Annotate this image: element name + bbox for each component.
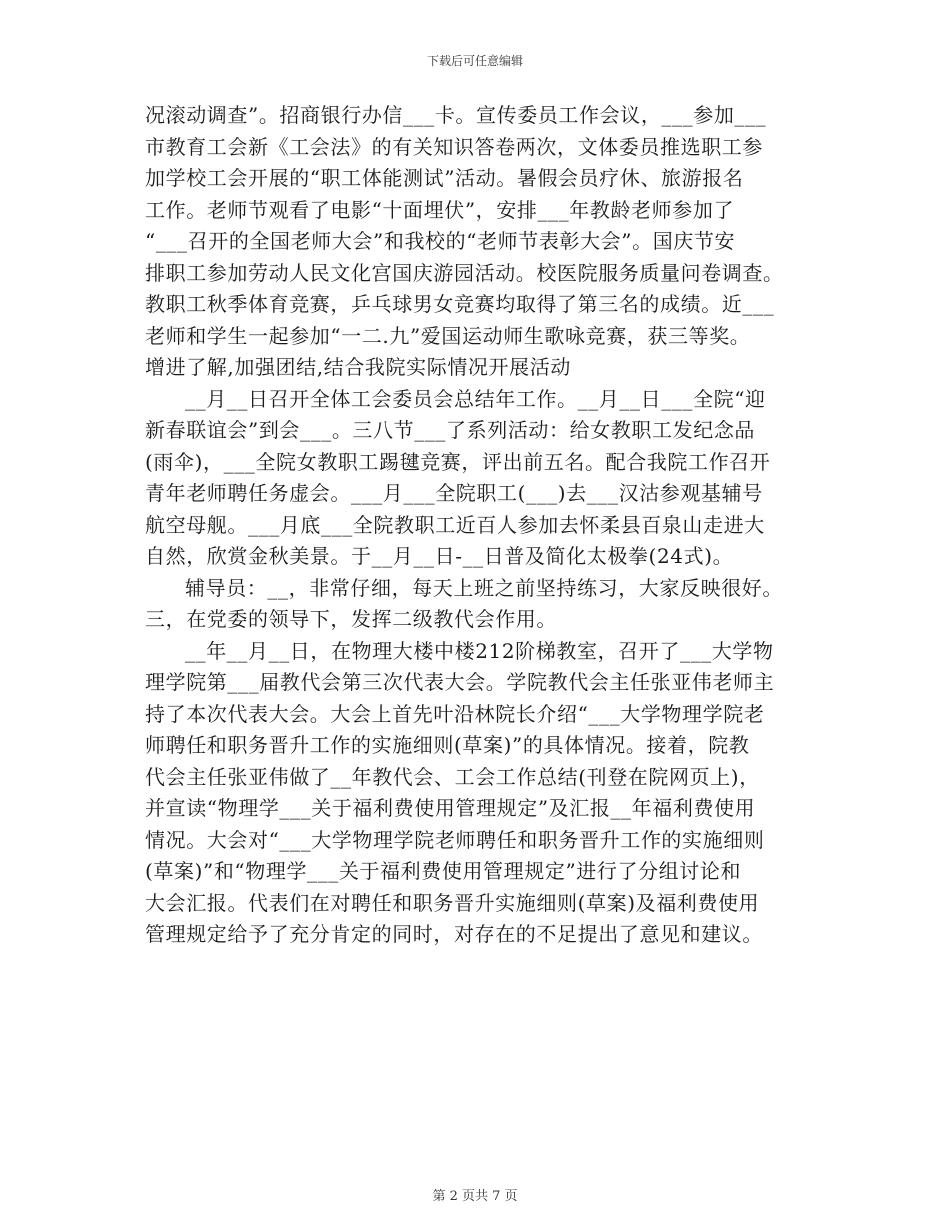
- text-line: 三，在党委的领导下，发挥二级教代会作用。: [145, 607, 557, 631]
- text-line: 情况。大会对“___大学物理学院老师聘任和职务晋升工作的实施细则: [145, 827, 765, 852]
- text-line: __年__月__日，在物理大楼中楼212阶梯教室，召开了___大学物: [185, 638, 774, 663]
- text-line: 师聘任和职务晋升工作的实施细则(草案)”的具体情况。接着，院教: [145, 733, 750, 757]
- text-line: 航空母舰。___月底___全院教职工近百人参加去怀柔县百泉山走进大: [145, 512, 765, 537]
- text-line: 青年老师聘任务虚会。___月___全院职工(___)去___汉沽参观基辅号: [145, 481, 763, 505]
- text-line: 排职工参加劳动人民文化宫国庆游园活动。校医院服务质量问卷调查。: [145, 260, 784, 285]
- text-line: 自然，欣赏金秋美景。于__月__日-__日普及简化太极拳(24式)。: [145, 544, 734, 568]
- text-line: 代会主任张亚伟做了__年教代会、工会工作总结(刊登在院网页上)，: [145, 764, 760, 789]
- text-line: 持了本次代表大会。大会上首先叶沿林院长介绍“___大学物理学院老: [145, 701, 765, 726]
- text-line: “___召开的全国老师大会”和我校的“老师节表彰大会”。国庆节安: [145, 229, 736, 253]
- text-line: 老师和学生一起参加“一二.九”爱国运动师生歌咏竞赛，获三等奖。: [145, 323, 751, 348]
- text-line: 工作。老师节观看了电影“十面埋伏”，安排___年教龄老师参加了: [145, 197, 735, 222]
- text-line: 辅导员：__，非常仔细，每天上班之前坚持练习，大家反映很好。: [185, 575, 783, 600]
- page-footer: 第 2 页共 7 页: [432, 1189, 518, 1204]
- text-line: 大会汇报。代表们在对聘任和职务晋升实施细则(草案)及福利费使用: [145, 890, 760, 915]
- text-line: 新春联谊会”到会___。三八节___了系列活动：给女教职工发纪念品: [145, 418, 756, 442]
- text-line: 教职工秋季体育竞赛，乒乓球男女竞赛均取得了第三名的成绩。近___: [145, 292, 775, 316]
- text-line: 并宣读“物理学___关于福利费使用管理规定”及汇报__年福利费使用: [145, 796, 756, 820]
- document-body: [145, 100, 810, 951]
- text-line: 加学校工会开展的“职工体能测试”活动。暑假会员疗休、旅游报名: [145, 166, 744, 190]
- text-line: 增进了解,加强团结,结合我院实际情况开展活动: [145, 355, 571, 379]
- text-line: 理学院第___届教代会第三次代表大会。学院教代会主任张亚伟老师主: [145, 670, 775, 694]
- text-line: (雨伞)，___全院女教职工踢毽竞赛，评出前五名。配合我院工作召开: [145, 449, 771, 474]
- text-line: 市教育工会新《工会法》的有关知识答卷两次，文体委员推选职工参: [145, 134, 763, 159]
- text-line: 管理规定给予了充分肯定的同时，对存在的不足提出了意见和建议。: [145, 922, 763, 946]
- text-line: 况滚动调查”。招商银行办信___卡。宣传委员工作会议，___参加___: [145, 103, 767, 127]
- page-header: 下载后可任意编辑: [426, 54, 523, 68]
- text-line: __月__日召开全体工会委员会总结年工作。__月__日___全院“迎: [185, 386, 766, 411]
- text-line: (草案)”和“物理学___关于福利费使用管理规定”进行了分组讨论和: [145, 859, 742, 883]
